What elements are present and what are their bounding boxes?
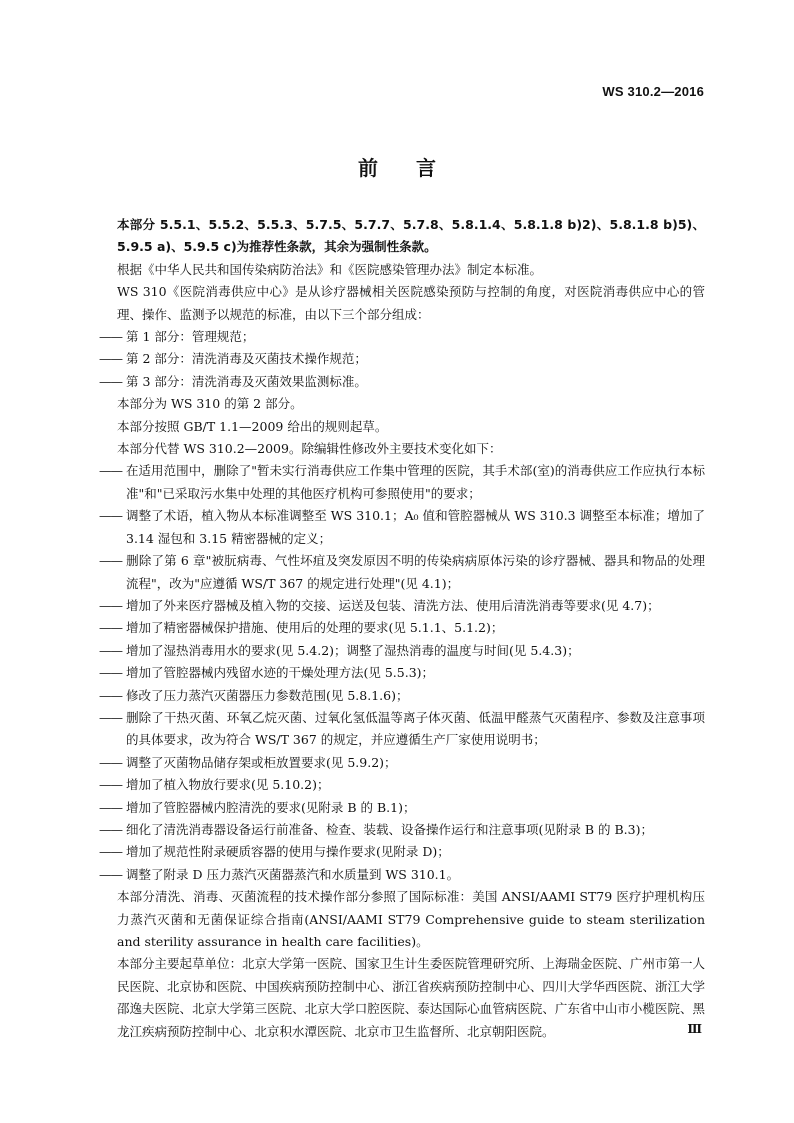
- dash-mark: ——: [99, 463, 122, 479]
- list-item: —— 增加了管腔器械内腔清洗的要求(见附录 B 的 B.1)；: [99, 797, 705, 819]
- list-item: —— 调整了术语，植入物从本标准调整至 WS 310.1；A₀ 值和管腔器械从 WS 310.3 调整至本标准；增加了 3.14 湿包和 3.15 精密器械的定义；: [99, 505, 705, 550]
- standard-code: WS 310.2—2016: [602, 84, 704, 99]
- changes-list: [99, 460, 705, 886]
- list-item: —— 第 2 部分：清洗消毒及灭菌技术操作规范；: [99, 348, 705, 370]
- dash-mark: ——: [99, 329, 122, 345]
- page-number: Ⅲ: [687, 1022, 702, 1036]
- dash-mark: ——: [99, 709, 122, 725]
- dash-mark: ——: [99, 508, 122, 524]
- list-item: —— 增加了湿热消毒用水的要求(见 5.4.2)；调整了湿热消毒的温度与时间(见 5.4.3)；: [99, 640, 705, 662]
- document-body: [99, 214, 705, 1043]
- intro-paragraph-drafting-rules: 本部分按照 GB/T 1.1—2009 给出的规则起草。: [117, 418, 388, 434]
- dash-mark: ——: [99, 351, 122, 367]
- intro-paragraph-recommended-clauses: 本部分 5.5.1、5.5.2、5.5.3、5.7.5、5.7.7、5.7.8、5.8.1.4、5.8.1.8 b)2)、5.8.1.8 b)5)、5.9.5 a)、5.9.5 c)为推荐性条款，其余为强制性条款。: [117, 217, 705, 255]
- dash-mark: ——: [99, 620, 122, 636]
- list-item: —— 删除了干热灭菌、环氧乙烷灭菌、过氧化氢低温等离子体灭菌、低温甲醛蒸气灭菌程序、参数及注意事项的具体要求，改为符合 WS/T 367 的规定，并应遵循生产厂家使用说明书；: [99, 707, 705, 752]
- intro-paragraph-international-reference: 本部分清洗、消毒、灭菌流程的技术操作部分参照了国际标准：美国 ANSI/AAMI ST79 医疗护理机构压力蒸汽灭菌和无菌保证综合指南(ANSI/AAMI ST79 Comprehensive guide to steam sterilization and sterility assurance in health care facilities)。: [117, 889, 705, 949]
- dash-mark: ——: [99, 799, 122, 815]
- dash-mark: ——: [99, 687, 122, 703]
- list-item: —— 第 3 部分：清洗消毒及灭菌效果监测标准。: [99, 371, 705, 393]
- dash-mark: ——: [99, 821, 122, 837]
- list-item: —— 细化了清洗消毒器设备运行前准备、检查、装载、设备操作运行和注意事项(见附录 B 的 B.3)；: [99, 819, 705, 841]
- parts-list: [99, 326, 705, 393]
- dash-mark: ——: [99, 597, 122, 613]
- list-item: —— 修改了压力蒸汽灭菌器压力参数范围(见 5.8.1.6)；: [99, 685, 705, 707]
- list-item: —— 第 1 部分：管理规范；: [99, 326, 705, 348]
- list-item: —— 删除了第 6 章"被朊病毒、气性坏疽及突发原因不明的传染病病原体污染的诊疗器械、器具和物品的处理流程"，改为"应遵循 WS/T 367 的规定进行处理"(见 4.1)；: [99, 550, 705, 595]
- list-item: —— 调整了灭菌物品储存架或柜放置要求(见 5.9.2)；: [99, 752, 705, 774]
- list-item: —— 增加了植入物放行要求(见 5.10.2)；: [99, 774, 705, 796]
- dash-mark: ——: [99, 866, 122, 882]
- intro-paragraph-part-number: 本部分为 WS 310 的第 2 部分。: [117, 396, 303, 412]
- list-item: —— 调整了附录 D 压力蒸汽灭菌器蒸汽和水质量到 WS 310.1。: [99, 864, 705, 886]
- list-item: —— 增加了管腔器械内残留水迹的干燥处理方法(见 5.5.3)；: [99, 662, 705, 684]
- dash-mark: ——: [99, 642, 122, 658]
- list-item: —— 增加了规范性附录硬质容器的使用与操作要求(见附录 D)；: [99, 841, 705, 863]
- list-item: —— 增加了精密器械保护措施、使用后的处理的要求(见 5.1.1、5.1.2)；: [99, 617, 705, 639]
- dash-mark: ——: [99, 665, 122, 681]
- intro-paragraph-drafting-units: 本部分主要起草单位：北京大学第一医院、国家卫生计生委医院管理研究所、上海瑞金医院、广州市第一人民医院、北京协和医院、中国疾病预防控制中心、浙江省疾病预防控制中心、四川大学华西医院、浙江大学邵逸夫医院、北京大学第三医院、北京大学口腔医院、泰达国际心血管病医院、广东省中山市小榄医院、黑龙江疾病预防控制中心、北京积水潭医院、北京市卫生监督所、北京朝阳医院。: [117, 956, 705, 1039]
- intro-paragraph-basis: 根据《中华人民共和国传染病防治法》和《医院感染管理办法》制定本标准。: [117, 261, 543, 277]
- intro-paragraph-replaces: 本部分代替 WS 310.2—2009。除编辑性修改外主要技术变化如下：: [117, 441, 502, 457]
- dash-mark: ——: [99, 373, 122, 389]
- dash-mark: ——: [99, 553, 122, 569]
- list-item: —— 在适用范围中，删除了"暂未实行消毒供应工作集中管理的医院，其手术部(室)的消毒供应工作应执行本标准"和"已采取污水集中处理的其他医疗机构可参照使用"的要求；: [99, 460, 705, 505]
- page-title: 前言: [358, 156, 474, 180]
- dash-mark: ——: [99, 844, 122, 860]
- dash-mark: ——: [99, 754, 122, 770]
- dash-mark: ——: [99, 777, 122, 793]
- intro-paragraph-structure: WS 310《医院消毒供应中心》是从诊疗器械相关医院感染预防与控制的角度，对医院消毒供应中心的管理、操作、监测予以规范的标准，由以下三个部分组成：: [117, 284, 705, 322]
- list-item: —— 增加了外来医疗器械及植入物的交接、运送及包装、清洗方法、使用后清洗消毒等要求(见 4.7)；: [99, 595, 705, 617]
